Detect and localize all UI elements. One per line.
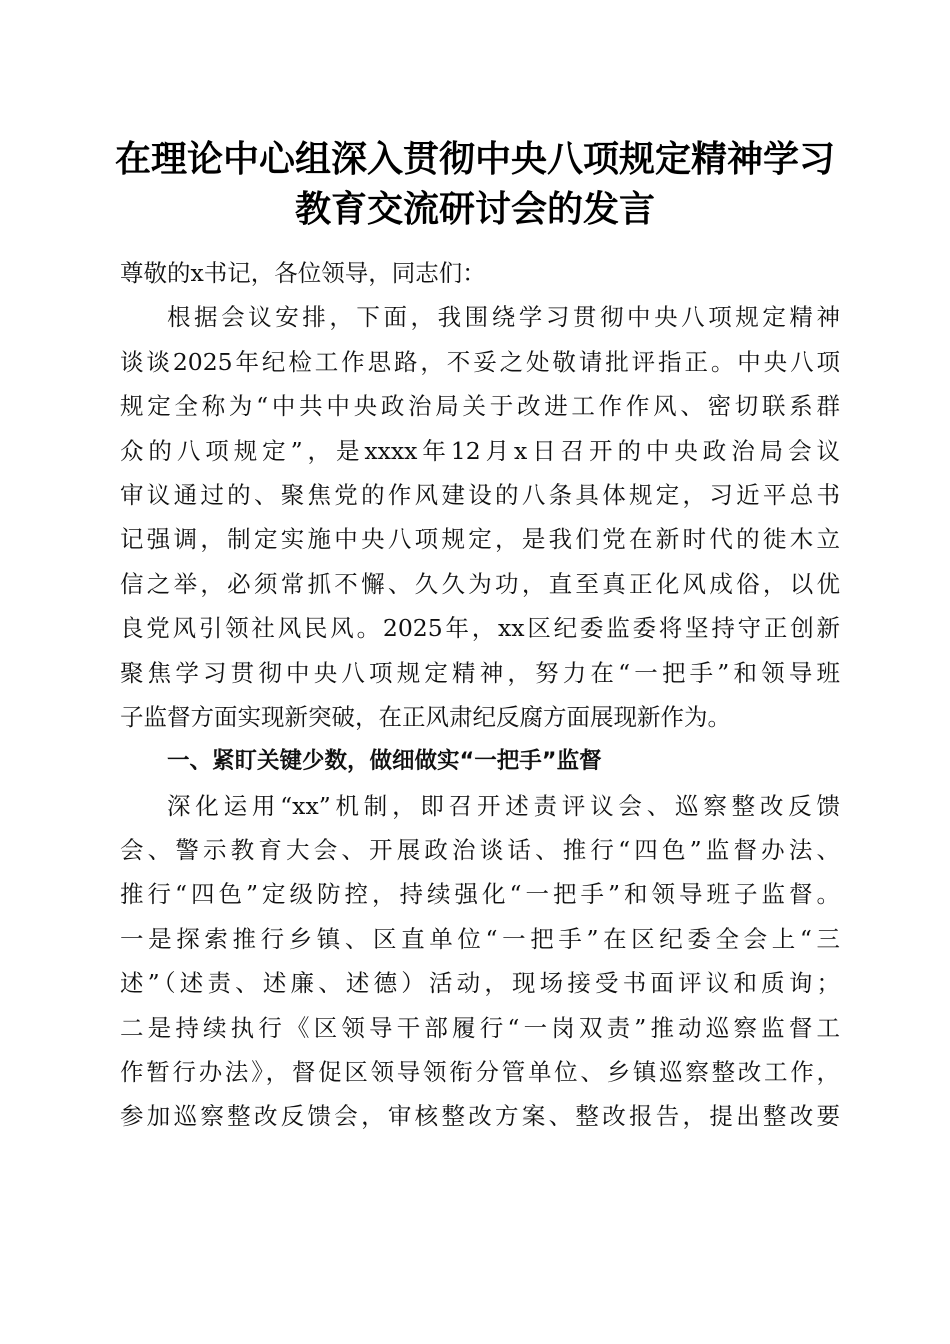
paragraph-line: 一是探索推行乡镇、区直单位“一把手”在区纪委全会上“三 — [120, 924, 840, 953]
paragraph-line: 众的八项规定”，是xxxx年12月x日召开的中央政治局会议 — [120, 436, 840, 465]
paragraph-line: 规定全称为“中共中央政治局关于改进工作作风、密切联系群 — [120, 392, 840, 421]
paragraph-line: 谈谈2025年纪检工作思路，不妥之处敬请批评指正。中央八项 — [120, 347, 840, 376]
paragraph-line: 聚焦学习贯彻中央八项规定精神，努力在“一把手”和领导班 — [120, 658, 840, 687]
paragraph-line: 参加巡察整改反馈会，审核整改方案、整改报告，提出整改要 — [120, 1102, 840, 1131]
paragraph-line: 述”（述责、述廉、述德）活动，现场接受书面评议和质询； — [120, 969, 840, 998]
paragraph-line: 记强调，制定实施中央八项规定，是我们党在新时代的徙木立 — [120, 525, 840, 554]
paragraph-line: 审议通过的、聚焦党的作风建设的八条具体规定，习近平总书 — [120, 480, 840, 509]
paragraph-line: 子监督方面实现新突破，在正风肃纪反腐方面展现新作为。 — [120, 702, 731, 731]
paragraph-line: 二是持续执行《区领导干部履行“一岗双责”推动巡察监督工 — [120, 1013, 840, 1042]
paragraph-line: 作暂行办法》，督促区领导领衔分管单位、乡镇巡察整改工作， — [120, 1058, 840, 1087]
document-body — [120, 251, 840, 1139]
title-line: 在理论中心组深入贯彻中央八项规定精神学习 — [114, 138, 835, 180]
paragraph-line: 根据会议安排，下面，我围绕学习贯彻中央八项规定精神 — [167, 303, 840, 332]
paragraph-line: 良党风引领社风民风。2025年，xx区纪委监委将坚持守正创新 — [120, 614, 840, 643]
paragraph-line: 会、警示教育大会、开展政治谈话、推行“四色”监督办法、 — [120, 836, 840, 865]
paragraph-line: 深化运用“xx”机制，即召开述责评议会、巡察整改反馈 — [167, 791, 840, 820]
section-heading: 一、紧盯关键少数，做细做实“一把手”监督 — [167, 748, 602, 775]
greeting-line: 尊敬的x书记，各位领导，同志们： — [120, 259, 486, 287]
paragraph-line: 信之举，必须常抓不懈、久久为功，直至真正化风成俗，以优 — [120, 569, 840, 598]
document-title — [100, 134, 850, 234]
title-line: 教育交流研讨会的发言 — [294, 188, 655, 230]
paragraph-line: 推行“四色”定级防控，持续强化“一把手”和领导班子监督。 — [120, 880, 840, 909]
